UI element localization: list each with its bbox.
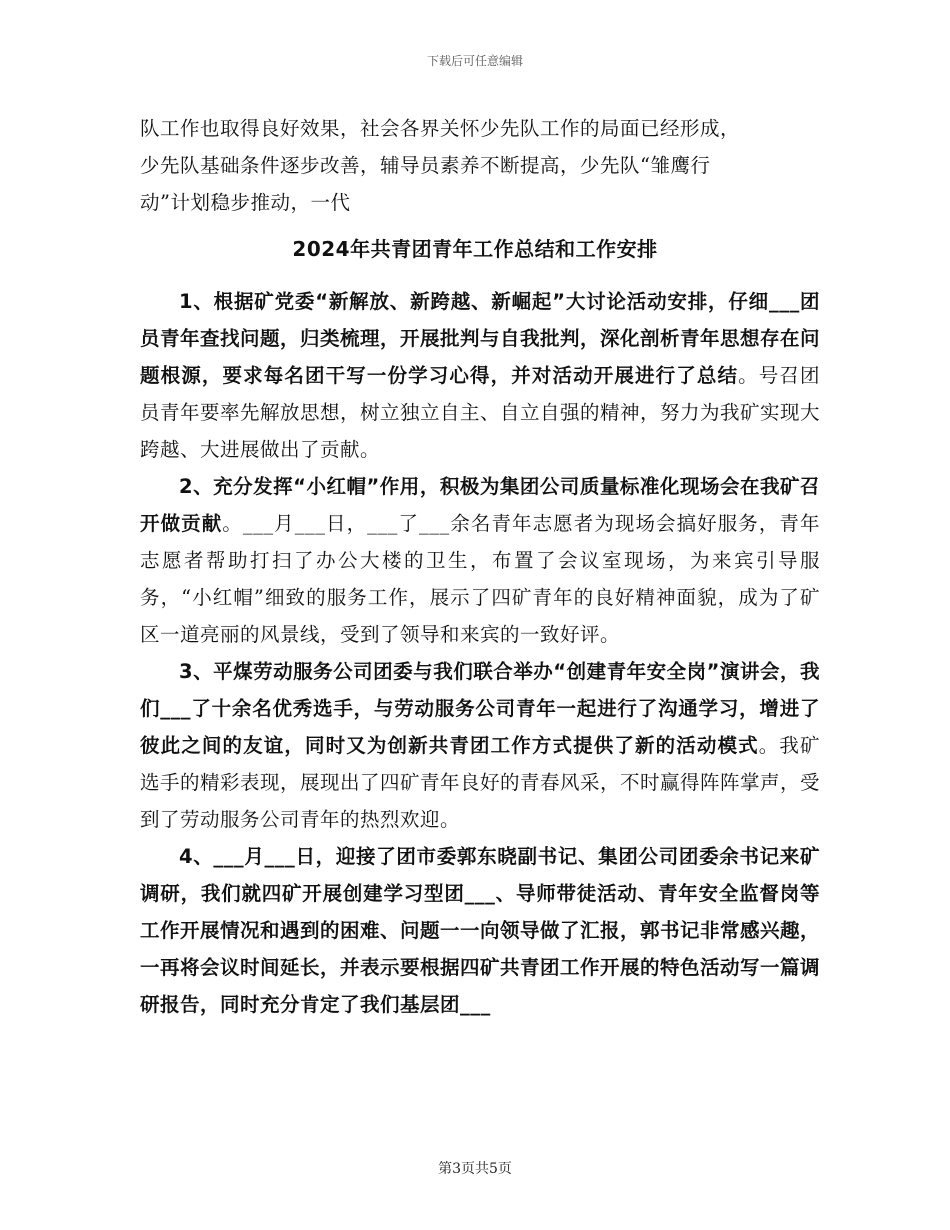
paragraph-normal-text: 。___月___日，___了___余名青年志愿者为现场会搞好服务，青年志愿者帮助打扫了办公大楼的卫生，布置了会议室现场，为来宾引导服务，“小红帽”细致的服务工作，展示了四矿青年的良好精神面貌，成为了矿区一道亮丽的风景线，受到了领导和来宾的一致好评。 bbox=[140, 512, 820, 646]
paragraph-normal-text: 。号召团员青年要率先解放思想，树立独立自主、自立自强的精神，努力为我矿实现大跨越、大进展做出了贡献。 bbox=[140, 364, 821, 461]
page-number: 第3页共5页 bbox=[438, 1161, 512, 1177]
paragraph-bold-text: 2、充分发挥“小红帽”作用，积极为集团公司质量标准化现场会在我矿召开做贡献 bbox=[140, 475, 820, 535]
paragraph-bold-text: 4、___月___日，迎接了团市委郭东晓副书记、集团公司团委余书记来矿调研，我们就四矿开展创建学习型团___、导师带徒活动、青年安全监督岗等工作开展情况和遇到的困难、问题一一向领导做了汇报，郭书记非常感兴趣，一再将会议时间延长，并表示要根据四矿共青团工作开展的特色活动写一篇调研报告，同时充分肯定了我们基层团___ bbox=[140, 845, 821, 1016]
paragraph-bold-text: 1、根据矿党委“新解放、新跨越、新崛起”大讨论活动安排，仔细___团员青年查找问题，归类梳理，开展批判与自我批判，深化剖析青年思想存在问题根源，要求每名团干写一份学习心得，并对活动开展进行了总结 bbox=[140, 290, 821, 387]
paragraph-3 bbox=[140, 653, 820, 838]
header-note: 下载后可任意编辑 bbox=[426, 54, 523, 68]
intro-line: 动”计划稳步推动，一代 bbox=[140, 191, 351, 214]
document-title: 2024年共青团青年工作总结和工作安排 bbox=[292, 237, 658, 261]
document-body bbox=[140, 283, 820, 1023]
paragraph-bold-text: 3、平煤劳动服务公司团委与我们联合举办“创建青年安全岗”演讲会，我们___了十余名优秀选手，与劳动服务公司青年一起进行了沟通学习，增进了彼此之间的友谊，同时又为创新共青团工作方式提供了新的活动模式 bbox=[140, 660, 820, 757]
paragraph-2 bbox=[140, 468, 820, 653]
intro-line: 队工作也取得良好效果，社会各界关怀少先队工作的局面已经形成， bbox=[140, 117, 741, 140]
paragraph-4 bbox=[140, 838, 820, 1023]
intro-line: 少先队基础条件逐步改善，辅导员素养不断提高，少先队“雏鹰行 bbox=[140, 154, 711, 177]
paragraph-1 bbox=[140, 283, 820, 468]
intro-text bbox=[140, 110, 820, 221]
paragraph-normal-text: 。我矿选手的精彩表现，展现出了四矿青年良好的青春风采，不时赢得阵阵掌声，受到了劳动服务公司青年的热烈欢迎。 bbox=[140, 734, 821, 831]
